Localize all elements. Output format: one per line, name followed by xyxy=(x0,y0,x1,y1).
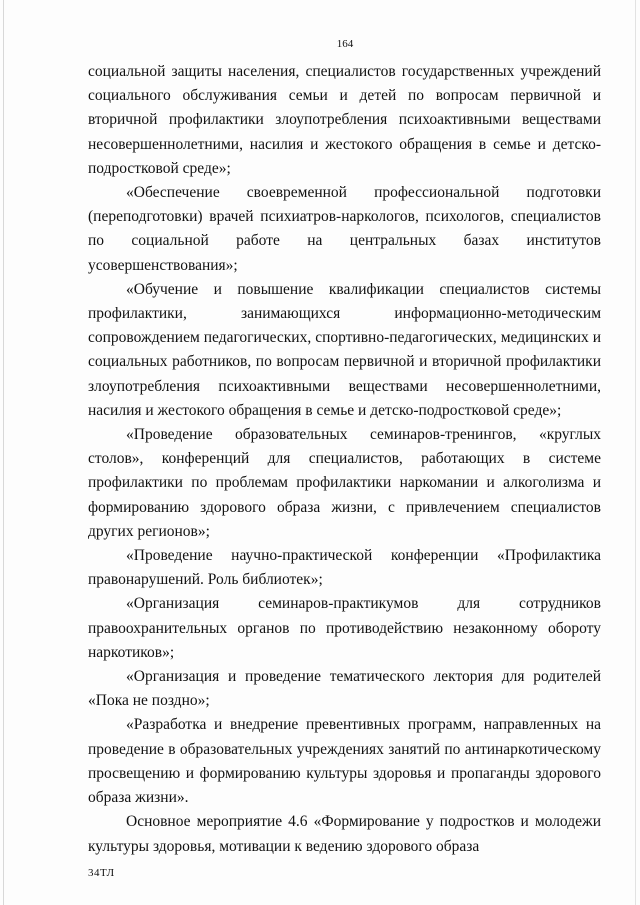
paragraph-workshops: «Организация семинаров-практикумов для сотрудников правоохранительных органов по противодействию незаконному обороту наркотиков»; xyxy=(88,595,601,661)
paragraph-conference: «Проведение научно-практической конференции «Профилактика правонарушений. Роль библиотек»; xyxy=(88,547,601,589)
page-edge-right xyxy=(635,0,636,905)
footer-document-code: 34ТЛ xyxy=(88,867,115,879)
page-edge-left xyxy=(3,0,4,905)
paragraph-preventive-programs: «Разработка и внедрение превентивных программ, направленных на проведение в образовательных учреждениях занятий по антинаркотическому просвещению и формированию культуры здоровья и пропаганды здорового образа жизни». xyxy=(88,716,601,807)
paragraph-continuation: социальной защиты населения, специалистов государственных учреждений социального обслуживания семьи и детей по вопросам первичной и вторичной профилактики злоупотребления психоактивными веществами несовершеннолетними, насилия и жестокого обращения в семье и детско-подростковой среде»; xyxy=(88,63,601,177)
paragraph-qualification: «Обучение и повышение квалификации специалистов системы профилактики, занимающихся информационно-методическим сопровождением педагогических, спортивно-педагогических, медицинских и социальных работников, по вопросам первичной и вторичной профилактики злоупотребления психоактивными веществами несовершеннолетними, насилия и жестокого обращения в семье и детско-подростковой среде»; xyxy=(88,280,601,419)
paragraph-training-provision: «Обеспечение своевременной профессиональной подготовки (переподготовки) врачей психиатров-наркологов, психологов, специалистов по социальной работе на центральных базах институтов усовершенствования»; xyxy=(88,184,601,274)
paragraph-seminars: «Проведение образовательных семинаров-тренингов, «круглых столов», конференций для специалистов, работающих в системе профилактики по проблемам профилактики наркомании и алкоголизма и формированию здорового образа жизни, с привлечением специалистов других регионов»; xyxy=(88,426,601,540)
paragraph-lecture-series: «Организация и проведение тематического лектория для родителей «Пока не поздно»; xyxy=(88,668,601,710)
page-number: 164 xyxy=(336,38,354,50)
paragraph-main-activity: Основное мероприятие 4.6 «Формирование у подростков и молодежи культуры здоровья, мотивации к ведению здорового образа xyxy=(88,813,601,855)
body-text xyxy=(88,60,601,859)
